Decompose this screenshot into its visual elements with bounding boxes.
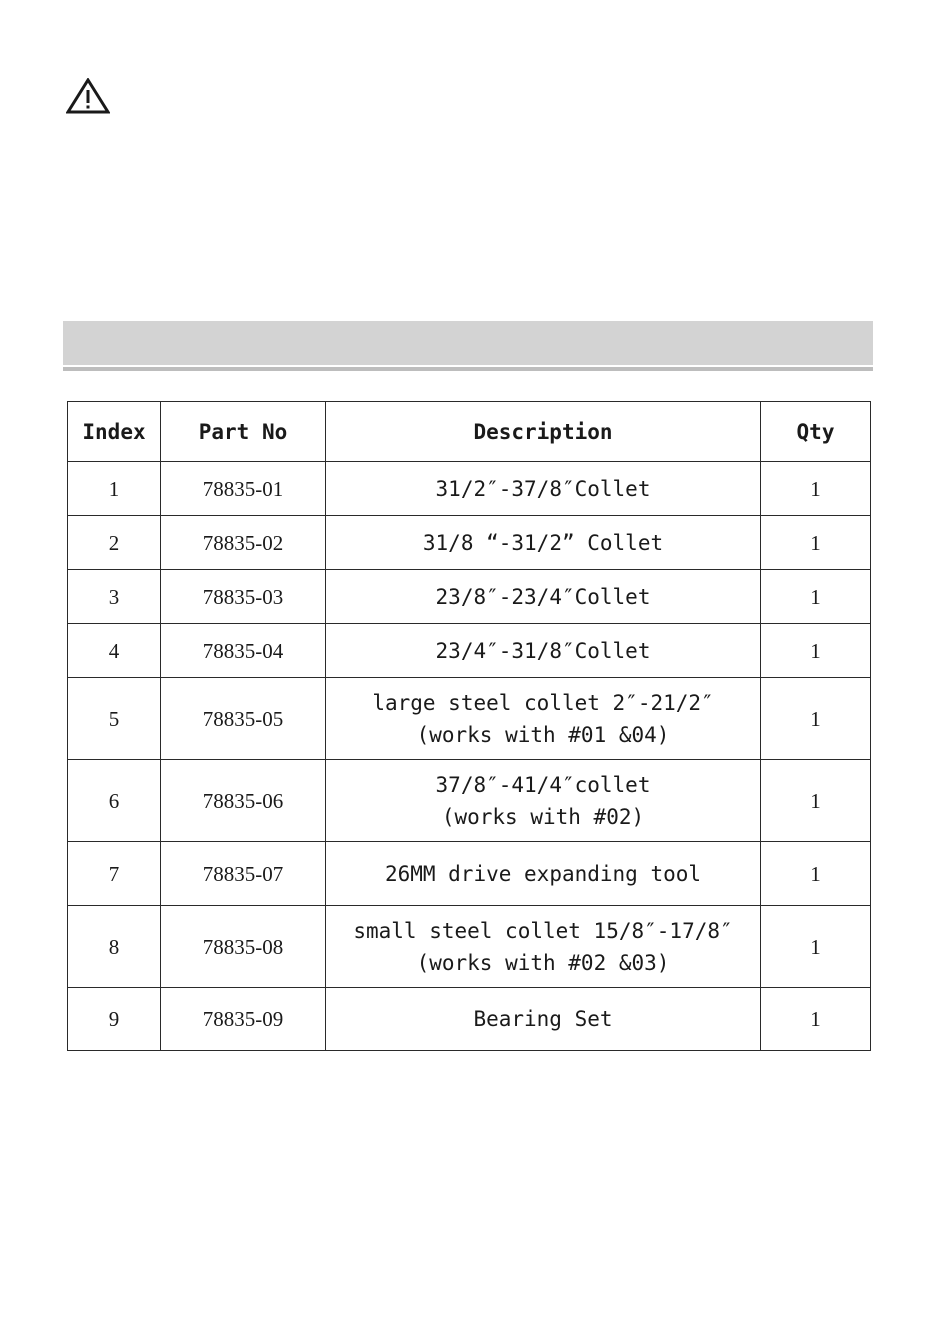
index-cell: 2 (68, 516, 161, 570)
part-no-cell: 78835-03 (161, 570, 326, 624)
table-row (68, 570, 871, 624)
qty-cell: 1 (761, 624, 871, 678)
description-line: large steel collet 2″-21/2″ (372, 690, 714, 715)
index-cell: 3 (68, 570, 161, 624)
description-cell (326, 570, 761, 624)
index-cell: 6 (68, 760, 161, 842)
description-cell (326, 516, 761, 570)
description-line: (works with #02) (441, 804, 645, 829)
part-no-cell: 78835-06 (161, 760, 326, 842)
qty-cell: 1 (761, 906, 871, 988)
section-divider (63, 367, 873, 371)
description-line: (works with #02 &03) (416, 950, 670, 975)
description-cell (326, 906, 761, 988)
part-no-cell: 78835-09 (161, 988, 326, 1051)
description-line: 31/8 “-31/2” Collet (422, 530, 664, 555)
part-no-cell: 78835-07 (161, 842, 326, 906)
table-row (68, 760, 871, 842)
table-row (68, 462, 871, 516)
description-cell (326, 988, 761, 1051)
qty-cell: 1 (761, 570, 871, 624)
warning-triangle-icon (66, 78, 110, 114)
header-index: Index (68, 402, 161, 462)
index-cell: 9 (68, 988, 161, 1051)
qty-cell: 1 (761, 516, 871, 570)
qty-cell: 1 (761, 678, 871, 760)
part-no-cell: 78835-04 (161, 624, 326, 678)
description-line: 23/8″-23/4″Collet (435, 584, 651, 609)
qty-cell: 1 (761, 842, 871, 906)
header-part-no: Part No (161, 402, 326, 462)
table-row (68, 678, 871, 760)
qty-cell: 1 (761, 462, 871, 516)
index-cell: 4 (68, 624, 161, 678)
description-line: 26MM drive expanding tool (384, 861, 702, 886)
description-cell (326, 624, 761, 678)
section-header-bar (63, 321, 873, 365)
description-cell (326, 842, 761, 906)
description-line: (works with #01 &04) (416, 722, 670, 747)
table-header-row (68, 402, 871, 462)
table-row (68, 516, 871, 570)
index-cell: 7 (68, 842, 161, 906)
table-row (68, 988, 871, 1051)
table-row (68, 906, 871, 988)
qty-cell: 1 (761, 988, 871, 1051)
index-cell: 5 (68, 678, 161, 760)
description-line: 37/8″-41/4″collet (435, 772, 651, 797)
description-line: 31/2″-37/8″Collet (435, 476, 651, 501)
description-cell (326, 678, 761, 760)
table-row (68, 624, 871, 678)
parts-list-table (67, 401, 871, 1051)
part-no-cell: 78835-05 (161, 678, 326, 760)
description-line: Bearing Set (473, 1007, 613, 1031)
part-no-cell: 78835-02 (161, 516, 326, 570)
description-line: 23/4″-31/8″Collet (435, 638, 651, 663)
header-qty: Qty (761, 402, 871, 462)
index-cell: 8 (68, 906, 161, 988)
part-no-cell: 78835-08 (161, 906, 326, 988)
description-cell (326, 462, 761, 516)
index-cell: 1 (68, 462, 161, 516)
table-row (68, 842, 871, 906)
description-line: small steel collet 15/8″-17/8″ (353, 918, 733, 943)
description-cell (326, 760, 761, 842)
qty-cell: 1 (761, 760, 871, 842)
part-no-cell: 78835-01 (161, 462, 326, 516)
header-description: Description (326, 402, 761, 462)
